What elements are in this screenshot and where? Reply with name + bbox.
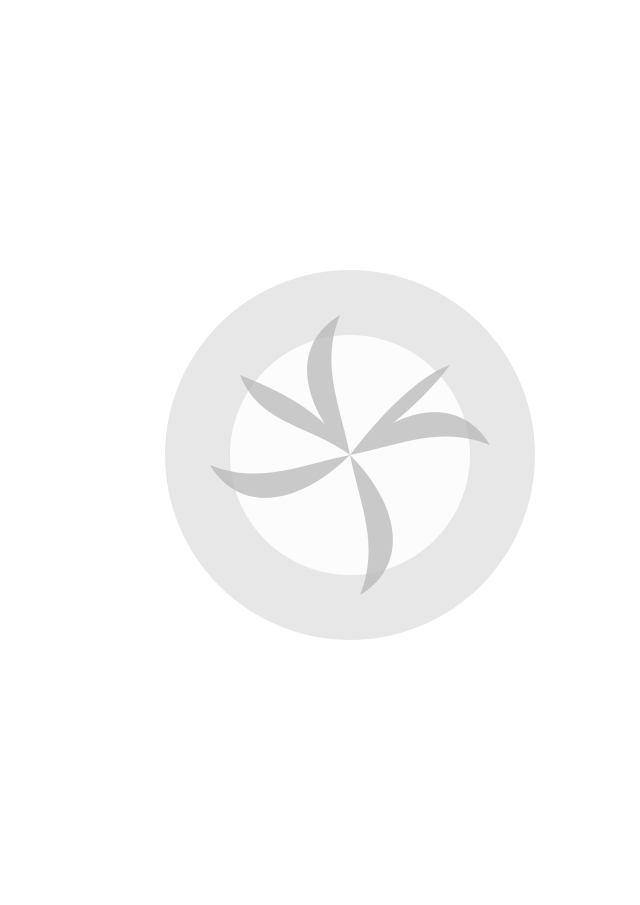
question-13 [106, 345, 112, 361]
question-10 [106, 98, 112, 114]
question-12 [106, 193, 112, 209]
question-11 [106, 136, 112, 152]
